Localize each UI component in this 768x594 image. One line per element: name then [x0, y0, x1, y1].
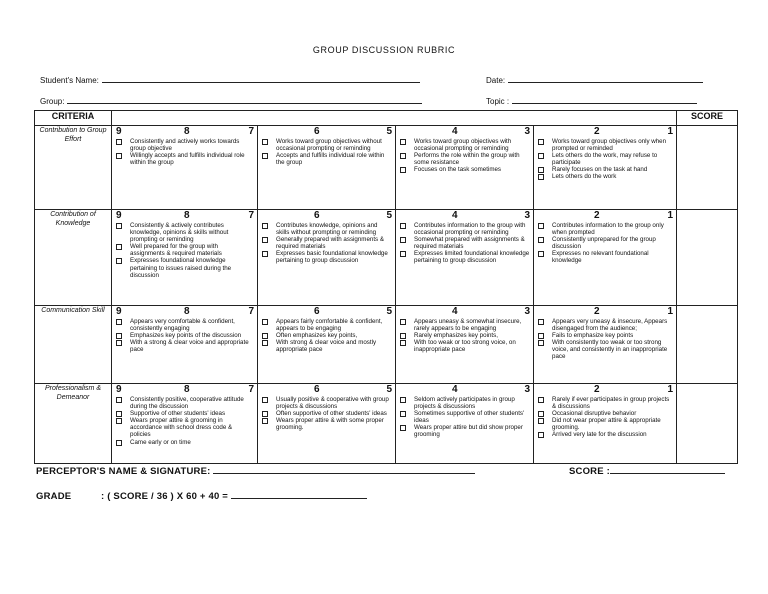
point-value: 8	[184, 306, 190, 317]
grade-label: GRADE	[36, 491, 72, 502]
descriptor-checkbox-item[interactable]: Did not wear proper attire & appropriate grooming.	[538, 417, 673, 431]
score-band	[534, 126, 677, 210]
point-value: 7	[248, 306, 254, 317]
score-band	[112, 126, 258, 210]
descriptor-checkbox-item[interactable]: Wears proper attire & with some proper grooming.	[262, 417, 392, 431]
band-points	[396, 126, 533, 138]
descriptor-checkbox-item[interactable]: Supportive of other students' ideas	[116, 410, 254, 417]
point-value: 5	[386, 384, 392, 395]
descriptor-checkbox-item[interactable]: Expresses no relevant foundational knowledge	[538, 250, 673, 264]
student-name-label: Student's Name:	[40, 76, 99, 85]
descriptor-checkbox-item[interactable]: Usually positive & cooperative with group projects & discussions	[262, 396, 392, 410]
descriptor-checkbox-item[interactable]: Well prepared for the group with assignments & required materials	[116, 243, 254, 257]
rubric-table	[34, 110, 738, 464]
descriptor-list	[112, 138, 257, 166]
descriptor-checkbox-item[interactable]: Consistently unprepared for the group discussion	[538, 236, 673, 250]
descriptor-list	[534, 318, 676, 361]
score-band	[534, 384, 677, 464]
descriptor-list	[396, 318, 533, 353]
band-points	[112, 210, 257, 222]
point-value: 7	[248, 384, 254, 395]
point-value: 7	[248, 210, 254, 221]
topic-field[interactable]	[486, 95, 697, 106]
descriptor-list	[112, 318, 257, 353]
descriptor-checkbox-item[interactable]: Consistently positive, cooperative attitude during the discussion	[116, 396, 254, 410]
band-points	[534, 306, 676, 318]
point-value: 1	[667, 126, 673, 137]
descriptor-checkbox-item[interactable]: Seldom actively participates in group projects & discussions	[400, 396, 530, 410]
descriptor-checkbox-item[interactable]: Focuses on the task sometimes	[400, 166, 530, 173]
point-value: 4	[452, 210, 458, 221]
criteria-header: CRITERIA	[35, 111, 112, 126]
point-value: 6	[314, 384, 320, 395]
descriptor-checkbox-item[interactable]: Appears very comfortable & confident, consistently engaging	[116, 318, 254, 332]
point-value: 2	[594, 210, 600, 221]
score-band	[112, 306, 258, 384]
point-value: 6	[314, 210, 320, 221]
descriptor-checkbox-item[interactable]: Fails to emphasize key points	[538, 332, 673, 339]
descriptor-checkbox-item[interactable]: Performs the role within the group with some resistance	[400, 152, 530, 166]
descriptor-list	[534, 138, 676, 181]
descriptor-checkbox-item[interactable]: With too weak or too strong voice, on inappropriate pace	[400, 339, 530, 353]
descriptor-checkbox-item[interactable]: Expresses limited foundational knowledge pertaining to group discussion	[400, 250, 530, 264]
descriptor-checkbox-item[interactable]: Accepts and fulfills individual role within the group	[262, 152, 392, 166]
point-value: 4	[452, 384, 458, 395]
band-points	[258, 384, 395, 396]
descriptor-checkbox-item[interactable]: Appears very uneasy & insecure, Appears disengaged from the audience;	[538, 318, 673, 332]
descriptor-checkbox-item[interactable]: Wears proper attire but did show proper grooming	[400, 424, 530, 438]
point-value: 5	[386, 306, 392, 317]
descriptor-list	[396, 396, 533, 439]
descriptor-checkbox-item[interactable]: Sometimes supportive of other students' ideas	[400, 410, 530, 424]
point-value: 4	[452, 126, 458, 137]
point-value: 3	[524, 384, 530, 395]
score-band	[258, 210, 396, 306]
descriptor-checkbox-item[interactable]: Came early or on time	[116, 439, 254, 446]
descriptor-checkbox-item[interactable]: With strong & clear voice and mostly appropriate pace	[262, 339, 392, 353]
point-value: 3	[524, 210, 530, 221]
descriptor-checkbox-item[interactable]: With a strong & clear voice and appropriate pace	[116, 339, 254, 353]
score-band	[396, 306, 534, 384]
point-value: 1	[667, 210, 673, 221]
point-value: 1	[667, 384, 673, 395]
descriptor-list	[396, 222, 533, 265]
score-cell[interactable]	[677, 306, 738, 384]
score-band	[396, 210, 534, 306]
point-value: 6	[314, 126, 320, 137]
total-score-label: SCORE :	[569, 466, 610, 477]
band-points	[112, 384, 257, 396]
point-value: 1	[667, 306, 673, 317]
group-field[interactable]	[40, 95, 422, 106]
score-header: SCORE	[677, 111, 738, 126]
grade-formula: : ( SCORE / 36 ) X 60 + 40 =	[101, 491, 229, 502]
descriptor-checkbox-item[interactable]: Consistently & actively contributes knowledge, opinions & skills without prompting or reminding	[116, 222, 254, 243]
score-band	[534, 210, 677, 306]
point-value: 7	[248, 126, 254, 137]
descriptor-checkbox-item[interactable]: Arrived very late for the discussion	[538, 431, 673, 438]
descriptor-checkbox-item[interactable]: Lets others do the work	[538, 173, 673, 180]
score-band	[258, 384, 396, 464]
descriptor-checkbox-item[interactable]: Emphasizes key points of the discussion	[116, 332, 254, 339]
descriptor-checkbox-item[interactable]: Appears fairly comfortable & confident, appears to be engaging	[262, 318, 392, 332]
descriptor-list	[112, 222, 257, 279]
score-band	[112, 210, 258, 306]
descriptor-checkbox-item[interactable]: Somewhat prepared with assignments & required materials	[400, 236, 530, 250]
bands-header	[112, 111, 677, 126]
point-value: 9	[116, 210, 122, 221]
criterion-name: Communication Skill	[35, 306, 112, 384]
point-value: 9	[116, 126, 122, 137]
criterion-row	[35, 126, 738, 210]
point-value: 4	[452, 306, 458, 317]
descriptor-checkbox-item[interactable]: Occasional disruptive behavior	[538, 410, 673, 417]
perceptor-field[interactable]	[36, 464, 475, 477]
descriptor-list	[396, 138, 533, 173]
descriptor-list	[534, 222, 676, 265]
score-cell[interactable]	[677, 126, 738, 210]
band-points	[396, 210, 533, 222]
descriptor-checkbox-item[interactable]: Expresses basic foundational knowledge pertaining to group discussion	[262, 250, 392, 264]
grade-field[interactable]	[36, 489, 367, 502]
point-value: 3	[524, 306, 530, 317]
band-points	[258, 210, 395, 222]
descriptor-list	[534, 396, 676, 439]
date-field[interactable]	[486, 74, 703, 85]
point-value: 8	[184, 126, 190, 137]
band-points	[258, 126, 395, 138]
score-cell[interactable]	[677, 384, 738, 464]
topic-label: Topic :	[486, 97, 510, 106]
criterion-name: Professionalism & Demeanor	[35, 384, 112, 464]
point-value: 5	[386, 126, 392, 137]
score-band	[396, 126, 534, 210]
band-points	[112, 126, 257, 138]
criterion-row	[35, 210, 738, 306]
perceptor-label: PERCEPTOR'S NAME & SIGNATURE:	[36, 466, 211, 477]
band-points	[258, 306, 395, 318]
score-band	[396, 384, 534, 464]
descriptor-list	[258, 138, 395, 166]
point-value: 6	[314, 306, 320, 317]
band-points	[112, 306, 257, 318]
descriptor-list	[258, 396, 395, 431]
descriptor-checkbox-item[interactable]: Rarely emphasizes key points,	[400, 332, 530, 339]
descriptor-checkbox-item[interactable]: Wears proper attire & grooming in accordance with school dress code & policies	[116, 417, 254, 438]
descriptor-checkbox-item[interactable]: Willingly accepts and fulfills individual role within the group	[116, 152, 254, 166]
band-points	[534, 384, 676, 396]
point-value: 3	[524, 126, 530, 137]
descriptor-checkbox-item[interactable]: Often emphasizes key points,	[262, 332, 392, 339]
descriptor-checkbox-item[interactable]: Contributes information to the group with occasional prompting or reminding	[400, 222, 530, 236]
criterion-row	[35, 306, 738, 384]
point-value: 9	[116, 306, 122, 317]
descriptor-list	[112, 396, 257, 446]
date-label: Date:	[486, 76, 506, 85]
score-band	[534, 306, 677, 384]
rubric-title: GROUP DISCUSSION RUBRIC	[312, 45, 456, 55]
criterion-name: Contribution to Group Effort	[35, 126, 112, 210]
score-band	[112, 384, 258, 464]
descriptor-checkbox-item[interactable]: Generally prepared with assignments & required materials	[262, 236, 392, 250]
band-points	[534, 210, 676, 222]
band-points	[534, 126, 676, 138]
score-field[interactable]	[569, 464, 725, 477]
descriptor-checkbox-item[interactable]: Rarely focuses on the task at hand	[538, 166, 673, 173]
point-value: 8	[184, 384, 190, 395]
descriptor-checkbox-item[interactable]: Lets others do the work, may refuse to participate	[538, 152, 673, 166]
point-value: 2	[594, 126, 600, 137]
descriptor-checkbox-item[interactable]: Consistently and actively works towards group objective	[116, 138, 254, 152]
student-name-field[interactable]	[40, 74, 420, 85]
descriptor-checkbox-item[interactable]: Contributes knowledge, opinions and skills without prompting or reminding	[262, 222, 392, 236]
descriptor-checkbox-item[interactable]: Contributes information to the group only when prompted	[538, 222, 673, 236]
point-value: 9	[116, 384, 122, 395]
group-label: Group:	[40, 97, 65, 106]
band-points	[396, 306, 533, 318]
descriptor-checkbox-item[interactable]: Works toward group objectives with occasional prompting or reminding	[400, 138, 530, 152]
descriptor-checkbox-item[interactable]: Often supportive of other students' ideas	[262, 410, 392, 417]
descriptor-checkbox-item[interactable]: With consistently too weak or too strong voice, and consistently in an inappropriate pace	[538, 339, 673, 360]
criterion-row	[35, 384, 738, 464]
descriptor-checkbox-item[interactable]: Rarely if ever participates in group projects & discussions	[538, 396, 673, 410]
score-band	[258, 306, 396, 384]
score-band	[258, 126, 396, 210]
band-points	[396, 384, 533, 396]
criterion-name: Contribution of Knowledge	[35, 210, 112, 306]
score-cell[interactable]	[677, 210, 738, 306]
point-value: 2	[594, 306, 600, 317]
descriptor-list	[258, 222, 395, 265]
point-value: 2	[594, 384, 600, 395]
point-value: 5	[386, 210, 392, 221]
descriptor-list	[258, 318, 395, 353]
descriptor-checkbox-item[interactable]: Works toward group objectives only when prompted or reminded	[538, 138, 673, 152]
descriptor-checkbox-item[interactable]: Works toward group objectives without occasional prompting or reminding	[262, 138, 392, 152]
point-value: 8	[184, 210, 190, 221]
descriptor-checkbox-item[interactable]: Expresses foundational knowledge pertaining to issues raised during the discussion	[116, 257, 254, 278]
descriptor-checkbox-item[interactable]: Appears uneasy & somewhat insecure, rarely appears to be engaging	[400, 318, 530, 332]
